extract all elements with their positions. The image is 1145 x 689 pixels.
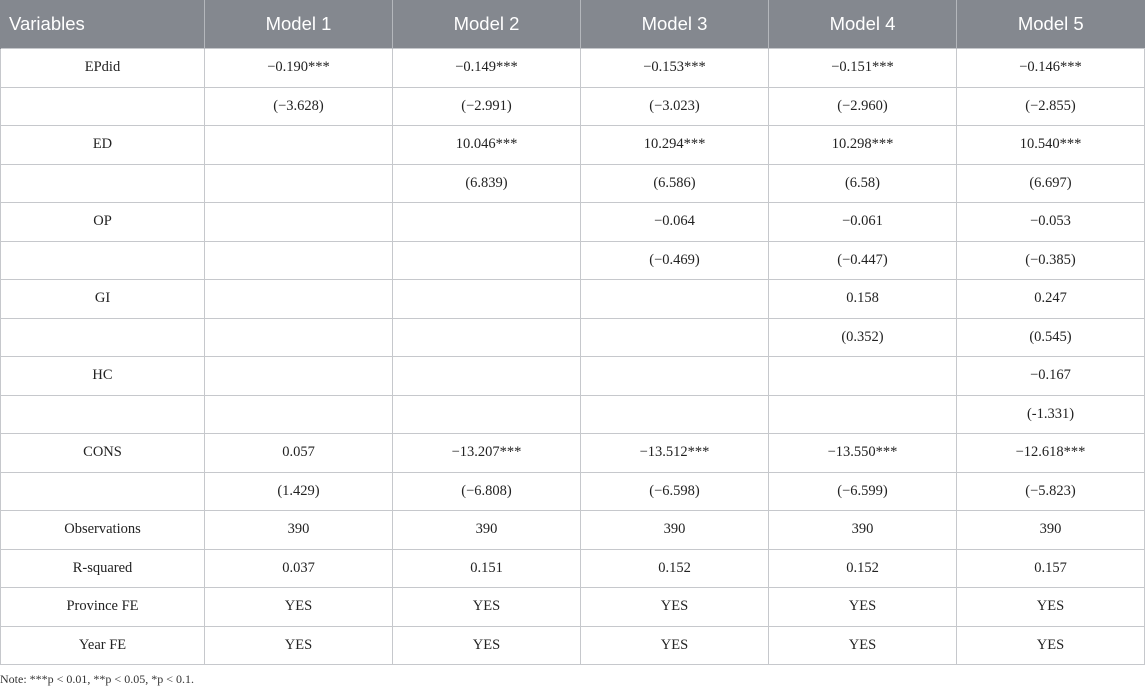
header-model-5: Model 5 xyxy=(957,0,1145,49)
value-cell: 390 xyxy=(581,511,769,550)
value-cell: −0.190*** xyxy=(205,49,393,88)
table-row xyxy=(1,357,1145,396)
value-cell: −0.151*** xyxy=(769,49,957,88)
header-model-4: Model 4 xyxy=(769,0,957,49)
value-cell: −0.153*** xyxy=(581,49,769,88)
header-row xyxy=(1,0,1145,49)
table-row xyxy=(1,280,1145,319)
variable-cell: OP xyxy=(1,203,205,242)
value-cell: −0.146*** xyxy=(957,49,1145,88)
table-row xyxy=(1,588,1145,627)
variable-cell xyxy=(1,241,205,280)
variable-cell: R-squared xyxy=(1,549,205,588)
header-variables: Variables xyxy=(1,0,205,49)
value-cell: 0.037 xyxy=(205,549,393,588)
value-cell xyxy=(393,203,581,242)
table-row xyxy=(1,626,1145,665)
table-row xyxy=(1,472,1145,511)
value-cell: (−6.599) xyxy=(769,472,957,511)
variable-cell: CONS xyxy=(1,434,205,473)
variable-cell: EPdid xyxy=(1,49,205,88)
header-model-3: Model 3 xyxy=(581,0,769,49)
value-cell xyxy=(205,318,393,357)
value-cell xyxy=(393,395,581,434)
value-cell: 10.540*** xyxy=(957,126,1145,165)
value-cell: 0.057 xyxy=(205,434,393,473)
value-cell: 390 xyxy=(205,511,393,550)
value-cell xyxy=(393,357,581,396)
value-cell xyxy=(393,318,581,357)
table-row xyxy=(1,395,1145,434)
header-model-1: Model 1 xyxy=(205,0,393,49)
variable-cell xyxy=(1,472,205,511)
value-cell: 0.151 xyxy=(393,549,581,588)
value-cell xyxy=(581,357,769,396)
value-cell xyxy=(393,280,581,319)
value-cell xyxy=(205,357,393,396)
variable-cell xyxy=(1,318,205,357)
table-row xyxy=(1,203,1145,242)
value-cell xyxy=(581,280,769,319)
variable-cell xyxy=(1,87,205,126)
value-cell xyxy=(581,318,769,357)
value-cell: 0.158 xyxy=(769,280,957,319)
value-cell xyxy=(769,395,957,434)
value-cell: (−0.385) xyxy=(957,241,1145,280)
value-cell: −0.064 xyxy=(581,203,769,242)
variable-cell: Year FE xyxy=(1,626,205,665)
value-cell: (−3.628) xyxy=(205,87,393,126)
value-cell: 0.152 xyxy=(581,549,769,588)
value-cell xyxy=(769,357,957,396)
value-cell: 0.157 xyxy=(957,549,1145,588)
table-row xyxy=(1,511,1145,550)
value-cell: 390 xyxy=(393,511,581,550)
value-cell: 10.046*** xyxy=(393,126,581,165)
value-cell: YES xyxy=(205,626,393,665)
value-cell: −0.053 xyxy=(957,203,1145,242)
value-cell: (6.58) xyxy=(769,164,957,203)
variable-cell: ED xyxy=(1,126,205,165)
variable-cell: GI xyxy=(1,280,205,319)
table-row xyxy=(1,241,1145,280)
value-cell: −12.618*** xyxy=(957,434,1145,473)
value-cell xyxy=(205,241,393,280)
value-cell: YES xyxy=(957,588,1145,627)
value-cell: (−2.855) xyxy=(957,87,1145,126)
value-cell: 390 xyxy=(769,511,957,550)
value-cell: 0.152 xyxy=(769,549,957,588)
table-row xyxy=(1,549,1145,588)
value-cell: YES xyxy=(205,588,393,627)
value-cell: YES xyxy=(769,626,957,665)
table-row xyxy=(1,318,1145,357)
table-note: Note: ***p < 0.01, **p < 0.05, *p < 0.1. xyxy=(0,672,194,686)
value-cell: −13.550*** xyxy=(769,434,957,473)
value-cell: (−6.598) xyxy=(581,472,769,511)
value-cell: (−3.023) xyxy=(581,87,769,126)
value-cell xyxy=(205,126,393,165)
table-row xyxy=(1,87,1145,126)
value-cell: (1.429) xyxy=(205,472,393,511)
table-row xyxy=(1,49,1145,88)
value-cell: (0.352) xyxy=(769,318,957,357)
value-cell: (6.839) xyxy=(393,164,581,203)
variable-cell: Observations xyxy=(1,511,205,550)
value-cell: (−2.991) xyxy=(393,87,581,126)
value-cell: YES xyxy=(393,588,581,627)
value-cell: YES xyxy=(393,626,581,665)
value-cell xyxy=(581,395,769,434)
value-cell xyxy=(205,164,393,203)
value-cell: YES xyxy=(581,626,769,665)
table-row xyxy=(1,164,1145,203)
value-cell: 10.298*** xyxy=(769,126,957,165)
variable-cell xyxy=(1,164,205,203)
table-body xyxy=(1,49,1145,665)
table-row xyxy=(1,126,1145,165)
value-cell: (−5.823) xyxy=(957,472,1145,511)
variable-cell: Province FE xyxy=(1,588,205,627)
value-cell: −13.512*** xyxy=(581,434,769,473)
value-cell: 0.247 xyxy=(957,280,1145,319)
value-cell: (−0.469) xyxy=(581,241,769,280)
value-cell: (−0.447) xyxy=(769,241,957,280)
value-cell: (6.586) xyxy=(581,164,769,203)
value-cell: YES xyxy=(769,588,957,627)
value-cell: (-1.331) xyxy=(957,395,1145,434)
value-cell: 390 xyxy=(957,511,1145,550)
value-cell: −0.167 xyxy=(957,357,1145,396)
table-row xyxy=(1,434,1145,473)
value-cell xyxy=(205,395,393,434)
value-cell: −13.207*** xyxy=(393,434,581,473)
variable-cell: HC xyxy=(1,357,205,396)
value-cell: YES xyxy=(581,588,769,627)
value-cell: −0.061 xyxy=(769,203,957,242)
value-cell: (−6.808) xyxy=(393,472,581,511)
variable-cell xyxy=(1,395,205,434)
value-cell xyxy=(205,280,393,319)
value-cell: −0.149*** xyxy=(393,49,581,88)
value-cell xyxy=(205,203,393,242)
value-cell: (−2.960) xyxy=(769,87,957,126)
value-cell xyxy=(393,241,581,280)
header-model-2: Model 2 xyxy=(393,0,581,49)
value-cell: YES xyxy=(957,626,1145,665)
value-cell: (6.697) xyxy=(957,164,1145,203)
table-header xyxy=(1,0,1145,49)
value-cell: 10.294*** xyxy=(581,126,769,165)
value-cell: (0.545) xyxy=(957,318,1145,357)
